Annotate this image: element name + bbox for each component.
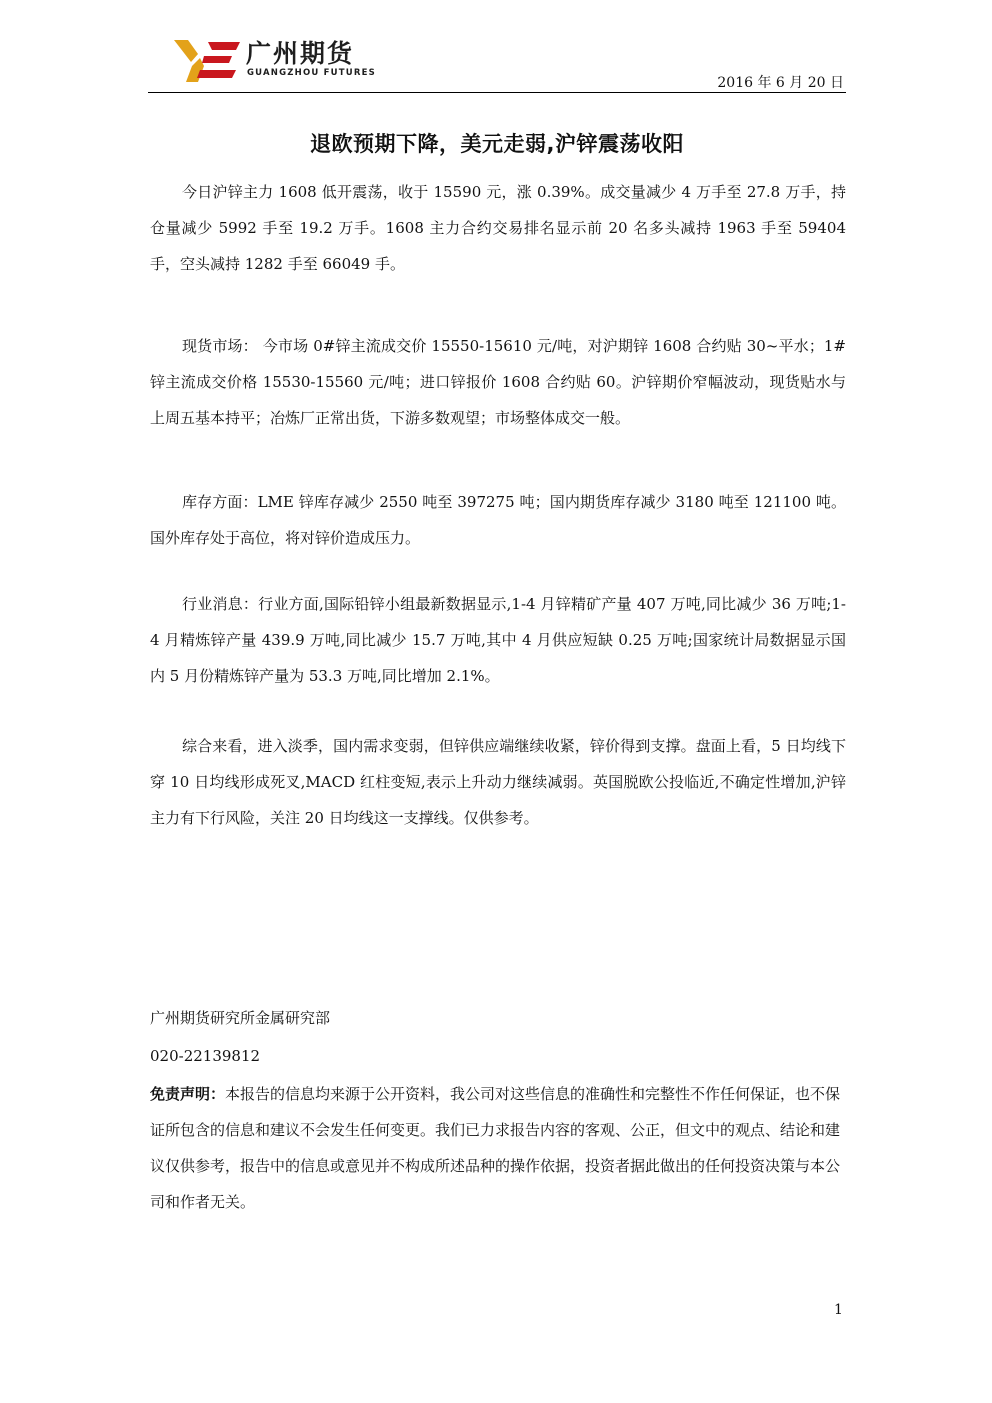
paragraph-summary: 今日沪锌主力 1608 低开震荡，收于 15590 元，涨 0.39%。成交量减少 4 万手至 27.8 万手，持仓量减少 5992 手至 19.2 万手。1608 主力合约交易排名显示前 20 名多头减持 1963 手至 59404 手，空头减持 1282 手至 66049 手。 — [150, 183, 846, 273]
guangzhou-futures-logo-icon — [174, 38, 240, 82]
research-department: 广州期货研究所金属研究部 — [150, 1009, 331, 1027]
logo-english-name: GUANGZHOU FUTURES — [247, 68, 376, 78]
paragraph-spot-market: 现货市场： 今市场 0#锌主流成交价 15550-15610 元/吨，对沪期锌 1608 合约贴 30~平水；1#锌主流成交价格 15530-15560 元/吨；进口锌报价 1608 合约贴 60。沪锌期价窄幅波动，现货贴水与上周五基本持平；冶炼厂正常出货，下游多数观望；市场整体成交一般。 — [150, 337, 846, 427]
disclaimer — [150, 1076, 846, 1220]
header-divider — [148, 92, 846, 93]
report-date: 2016 年 6 月 20 日 — [717, 75, 844, 91]
paragraph-industry-news: 行业消息：行业方面,国际铅锌小组最新数据显示,1-4 月锌精矿产量 407 万吨,同比减少 36 万吨;1-4 月精炼锌产量 439.9 万吨,同比减少 15.7 万吨,其中 4 月供应短缺 0.25 万吨;国家统计局数据显示国内 5 月份精炼锌产量为 53.3 万吨,同比增加 2.1%。 — [150, 595, 846, 685]
disclaimer-label: 免责声明： — [150, 1085, 226, 1103]
logo-chinese-name: 广州期货 — [246, 39, 355, 68]
disclaimer-text: 本报告的信息均来源于公开资料，我公司对这些信息的准确性和完整性不作任何保证，也不保证所包含的信息和建议不会发生任何变更。我们已力求报告内容的客观、公正，但文中的观点、结论和建议仅供参考，报告中的信息或意见并不构成所述品种的操作依据，投资者据此做出的任何投资决策与本公司和作者无关。 — [150, 1085, 841, 1211]
page-header — [148, 30, 846, 92]
paragraph-inventory: 库存方面：LME 锌库存减少 2550 吨至 397275 吨；国内期货库存减少 3180 吨至 121100 吨。国外库存处于高位，将对锌价造成压力。 — [150, 493, 846, 547]
page-number: 1 — [834, 1302, 843, 1318]
paragraph-conclusion: 综合来看，进入淡季，国内需求变弱，但锌供应端继续收紧，锌价得到支撑。盘面上看，5 日均线下穿 10 日均线形成死叉,MACD 红柱变短,表示上升动力继续减弱。英国脱欧公投临近,不确定性增加,沪锌主力有下行风险，关注 20 日均线这一支撑线。仅供参考。 — [150, 737, 846, 827]
contact-phone: 020-22139812 — [150, 1047, 261, 1065]
page-title: 退欧预期下降，美元走弱,沪锌震荡收阳 — [310, 132, 684, 156]
